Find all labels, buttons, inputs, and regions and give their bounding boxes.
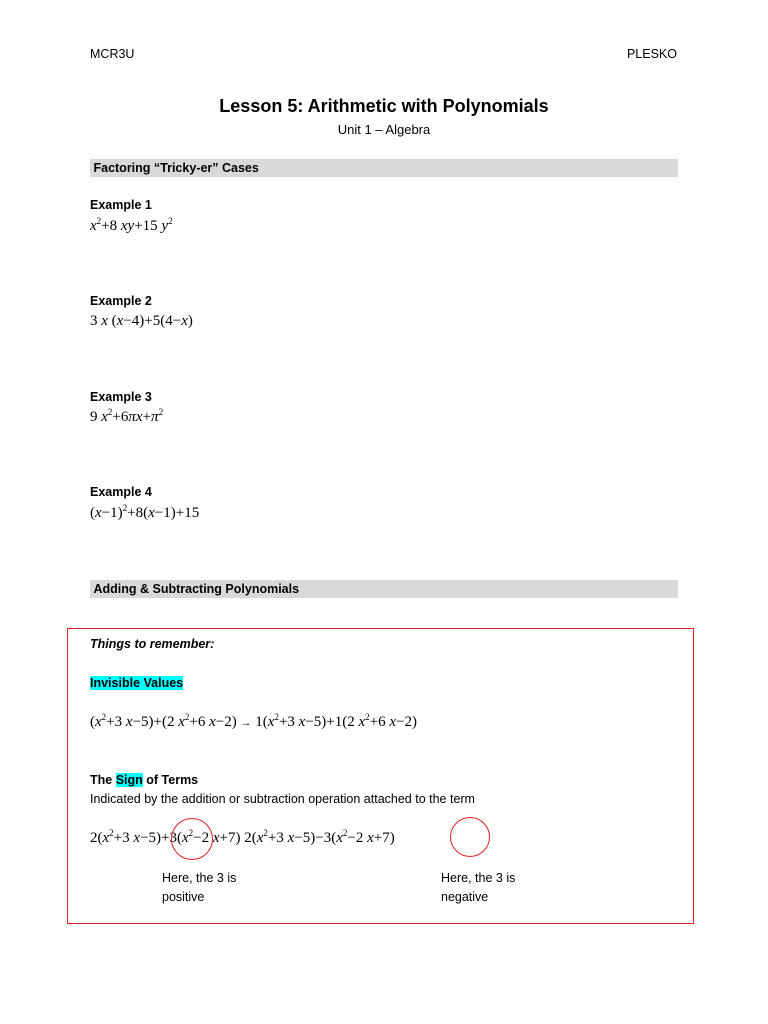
example-4-expression: $(x-1)^2+8(x-1)+15$: [90, 503, 200, 521]
invisible-values-label: [90, 676, 183, 690]
sign-prefix: The: [90, 773, 116, 787]
invisible-values-highlight: Invisible Values: [90, 676, 184, 690]
example-4-label: Example 4: [90, 485, 152, 499]
positive-sign-circle: [171, 818, 213, 860]
section-heading-factoring: [90, 159, 678, 177]
sign-of-terms-label: [90, 773, 198, 787]
page-subtitle: Unit 1 – Algebra: [337, 122, 431, 137]
negative-sign-circle: [450, 817, 490, 857]
example-2-expression: 3 x (x−4)+5(4−x): [90, 313, 193, 329]
header-author: PLESKO: [626, 47, 677, 61]
example-2-label: Example 2: [90, 294, 152, 308]
sign-highlight: Sign: [115, 773, 143, 787]
section-heading-text: Factoring “Tricky-er” Cases: [93, 161, 259, 175]
example-3-expression: 9 $x^2+6\pi x+\pi^2$: [90, 407, 164, 425]
note-negative: Here, the 3 is negative: [441, 871, 516, 904]
example-1-label: Example 1: [90, 198, 152, 212]
invisible-values-expression: ($x^2+3$ x−5)+(2 $x^2+6$ $x-2) \to 1(x^2+3$ x−5)+1(2 $x^2+6$ x−2): [90, 712, 418, 730]
sign-suffix: of Terms: [142, 773, 199, 787]
example-3-label: Example 3: [90, 390, 152, 404]
page-title: Lesson 5: Arithmetic with Polynomials: [219, 96, 549, 116]
sign-expression: $2(x^2+3$ $x-5)+3(x^2-2$ x+7) $2(x^2+3$ $x-5)-3(x^2-2$ x+7): [90, 828, 395, 846]
things-to-remember-label: Things to remember:: [90, 637, 215, 651]
section-heading-text: Adding & Subtracting Polynomials: [93, 582, 300, 596]
section-heading-adding: [90, 580, 678, 598]
note-positive: Here, the 3 is positive: [162, 871, 237, 904]
example-1-expression: $x^2+8$ xy+15 $y^2$: [90, 216, 173, 234]
sign-description: Indicated by the addition or subtraction operation attached to the term: [90, 792, 475, 806]
header-course-code: MCR3U: [90, 47, 135, 61]
